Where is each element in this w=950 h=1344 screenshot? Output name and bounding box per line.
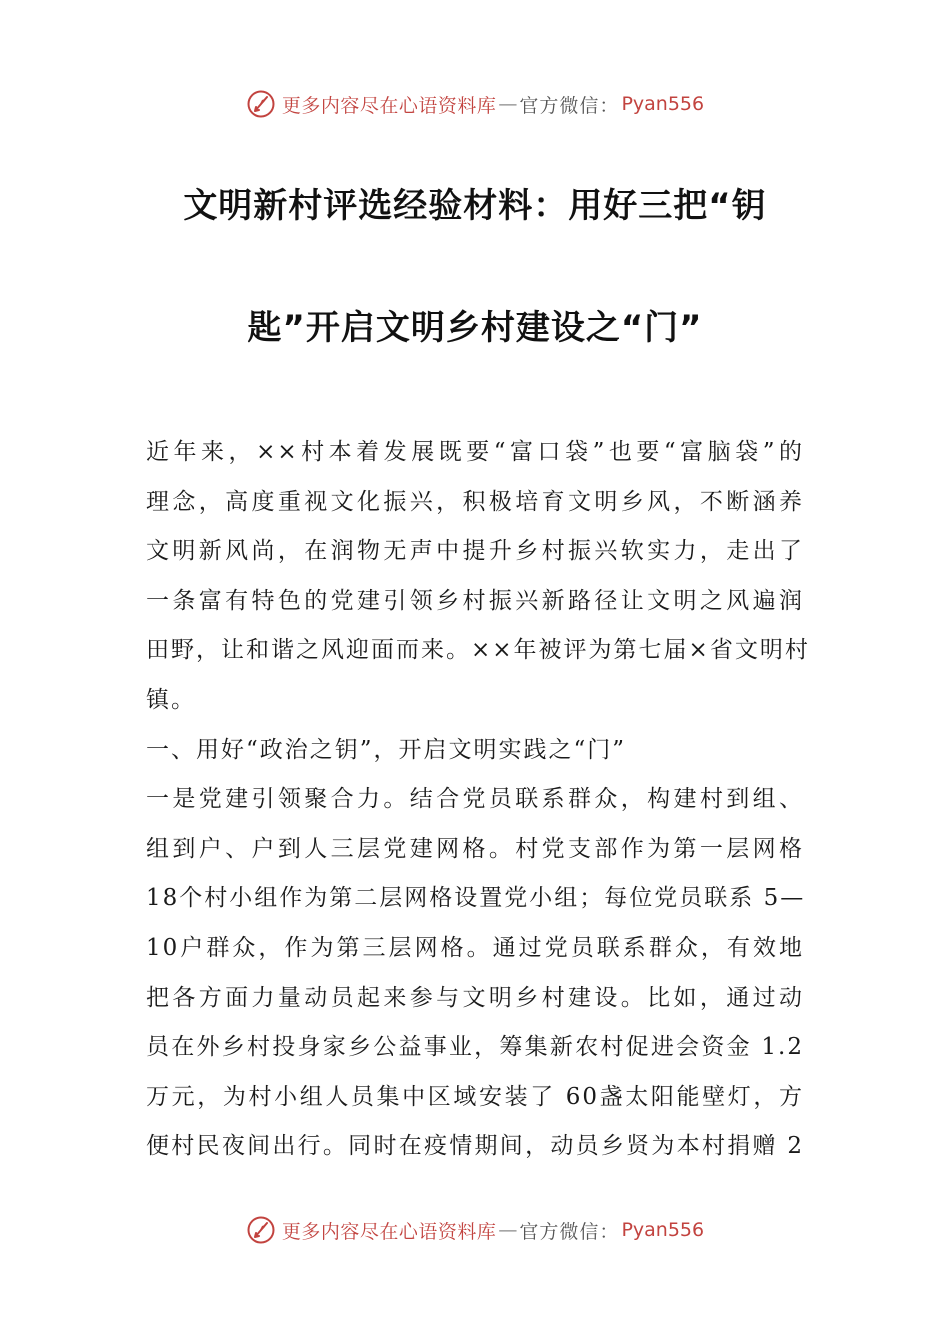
banner-site-text: 更多内容尽在心语资料库 bbox=[281, 1220, 497, 1243]
document-body bbox=[146, 428, 810, 1172]
banner-label: 官方微信： bbox=[519, 1220, 620, 1243]
banner-wechat-id: Pyan556 bbox=[621, 1219, 705, 1241]
banner-separator: — bbox=[498, 93, 518, 115]
document-title-line-1: 文明新村评选经验材料：用好三把“钥 bbox=[183, 186, 767, 226]
banner-separator: — bbox=[498, 1219, 518, 1241]
body-line: 一是党建引领聚合力。结合党员联系群众，构建村到组、 bbox=[146, 786, 804, 813]
body-line: 10户群众，作为第三层网格。通过党员联系群众，有效地 bbox=[146, 934, 804, 961]
document-title-line-2: 匙”开启文明乡村建设之“门” bbox=[247, 308, 703, 348]
body-line: 镇。 bbox=[146, 686, 196, 713]
body-line: 员在外乡村投身家乡公益事业，筹集新农村促进会资金 1.2 bbox=[146, 1034, 804, 1061]
section-heading: 一、用好“政治之钥”，开启文明实践之“门” bbox=[146, 736, 627, 763]
banner-label: 官方微信： bbox=[519, 94, 620, 117]
body-line: 便村民夜间出行。同时在疫情期间，动员乡贤为本村捐赠 2 bbox=[146, 1133, 804, 1160]
quill-logo-icon bbox=[246, 1215, 276, 1245]
banner-wechat-id: Pyan556 bbox=[621, 93, 705, 115]
banner-site-text: 更多内容尽在心语资料库 bbox=[281, 94, 497, 117]
body-line: 田野，让和谐之风迎面而来。××年被评为第七届×省文明村 bbox=[146, 637, 810, 664]
quill-logo-icon bbox=[246, 89, 276, 119]
footer-banner bbox=[0, 1210, 950, 1250]
body-line: 组到户、户到人三层党建网格。村党支部作为第一层网格 bbox=[146, 835, 804, 862]
body-line: 万元，为村小组人员集中区域安装了 60盏太阳能壁灯，方 bbox=[146, 1083, 804, 1110]
header-banner bbox=[0, 84, 950, 124]
body-line: 理念，高度重视文化振兴，积极培育文明乡风，不断涵养 bbox=[146, 488, 804, 515]
body-line: 把各方面力量动员起来参与文明乡村建设。比如，通过动 bbox=[146, 984, 804, 1011]
body-line: 18个村小组作为第二层网格设置党小组；每位党员联系 5— bbox=[146, 885, 806, 912]
body-line: 近年来，××村本着发展既要“富口袋”也要“富脑袋”的 bbox=[146, 439, 804, 465]
body-line: 一条富有特色的党建引领乡村振兴新路径让文明之风遍润 bbox=[146, 587, 804, 614]
body-line: 文明新风尚，在润物无声中提升乡村振兴软实力，走出了 bbox=[146, 538, 804, 565]
